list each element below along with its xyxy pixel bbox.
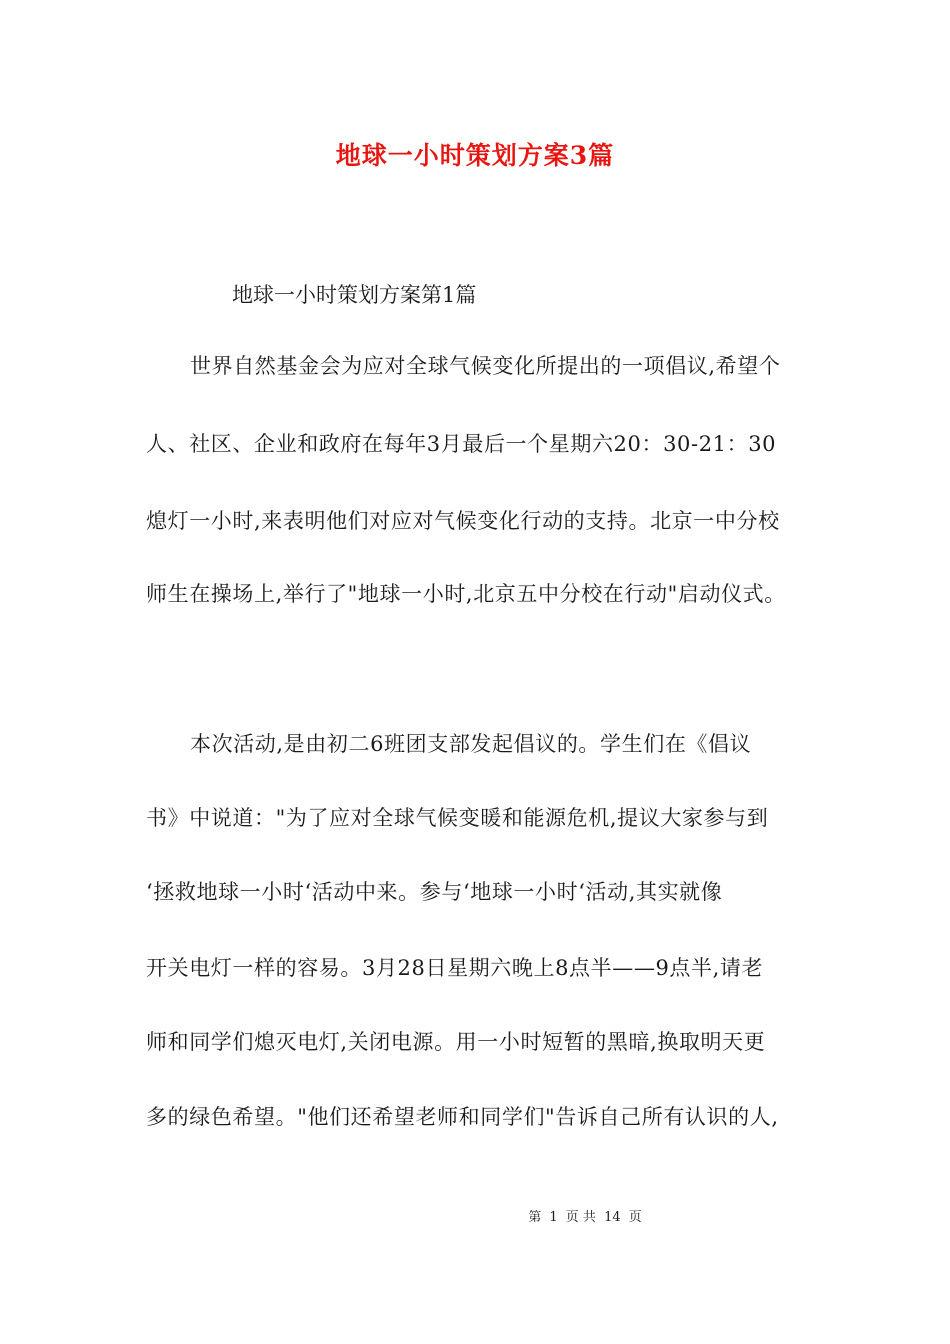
paragraph-1-line-3: 熄灯一小时,来表明他们对应对气候变化行动的支持。北京一中分校 <box>146 509 780 533</box>
page-footer <box>0 1208 950 1228</box>
paragraph-1-line-1: 世界自然基金会为应对全球气候变化所提出的一项倡议,希望个 <box>190 354 781 378</box>
paragraph-2-line-3: ‘拯救地球一小时‘活动中来。参与‘地球一小时‘活动,其实就像 <box>146 880 723 904</box>
footer-total-pages: 14 <box>604 1210 621 1225</box>
paragraph-1-line-4: 师生在操场上,举行了"地球一小时,北京五中分校在行动"启动仪式。 <box>146 582 786 606</box>
footer-suffix: 页 <box>628 1210 642 1225</box>
paragraph-1-line-2: 人、社区、企业和政府在每年3月最后一个星期六20：30-21：30 <box>146 432 777 456</box>
paragraph-2-line-1: 本次活动,是由初二6班团支部发起倡议的。学生们在《倡议 <box>190 732 752 756</box>
footer-prefix: 第 <box>528 1210 542 1225</box>
footer-middle: 页 共 <box>565 1210 596 1225</box>
paragraph-2-line-5: 师和同学们熄灭电灯,关闭电源。用一小时短暂的黑暗,换取明天更 <box>146 1030 766 1054</box>
paragraph-2-line-4: 开关电灯一样的容易。3月28日星期六晚上8点半——9点半,请老 <box>146 956 764 980</box>
section-subheading: 地球一小时策划方案第1篇 <box>232 283 477 307</box>
paragraph-2-line-6: 多的绿色希望。"他们还希望老师和同学们"告诉自己所有认识的人, <box>146 1105 779 1129</box>
footer-current-page: 1 <box>549 1210 558 1225</box>
document-title: 地球一小时策划方案3篇 <box>335 141 615 170</box>
paragraph-2-line-2: 书》中说道："为了应对全球气候变暖和能源危机,提议大家参与到 <box>146 806 769 830</box>
